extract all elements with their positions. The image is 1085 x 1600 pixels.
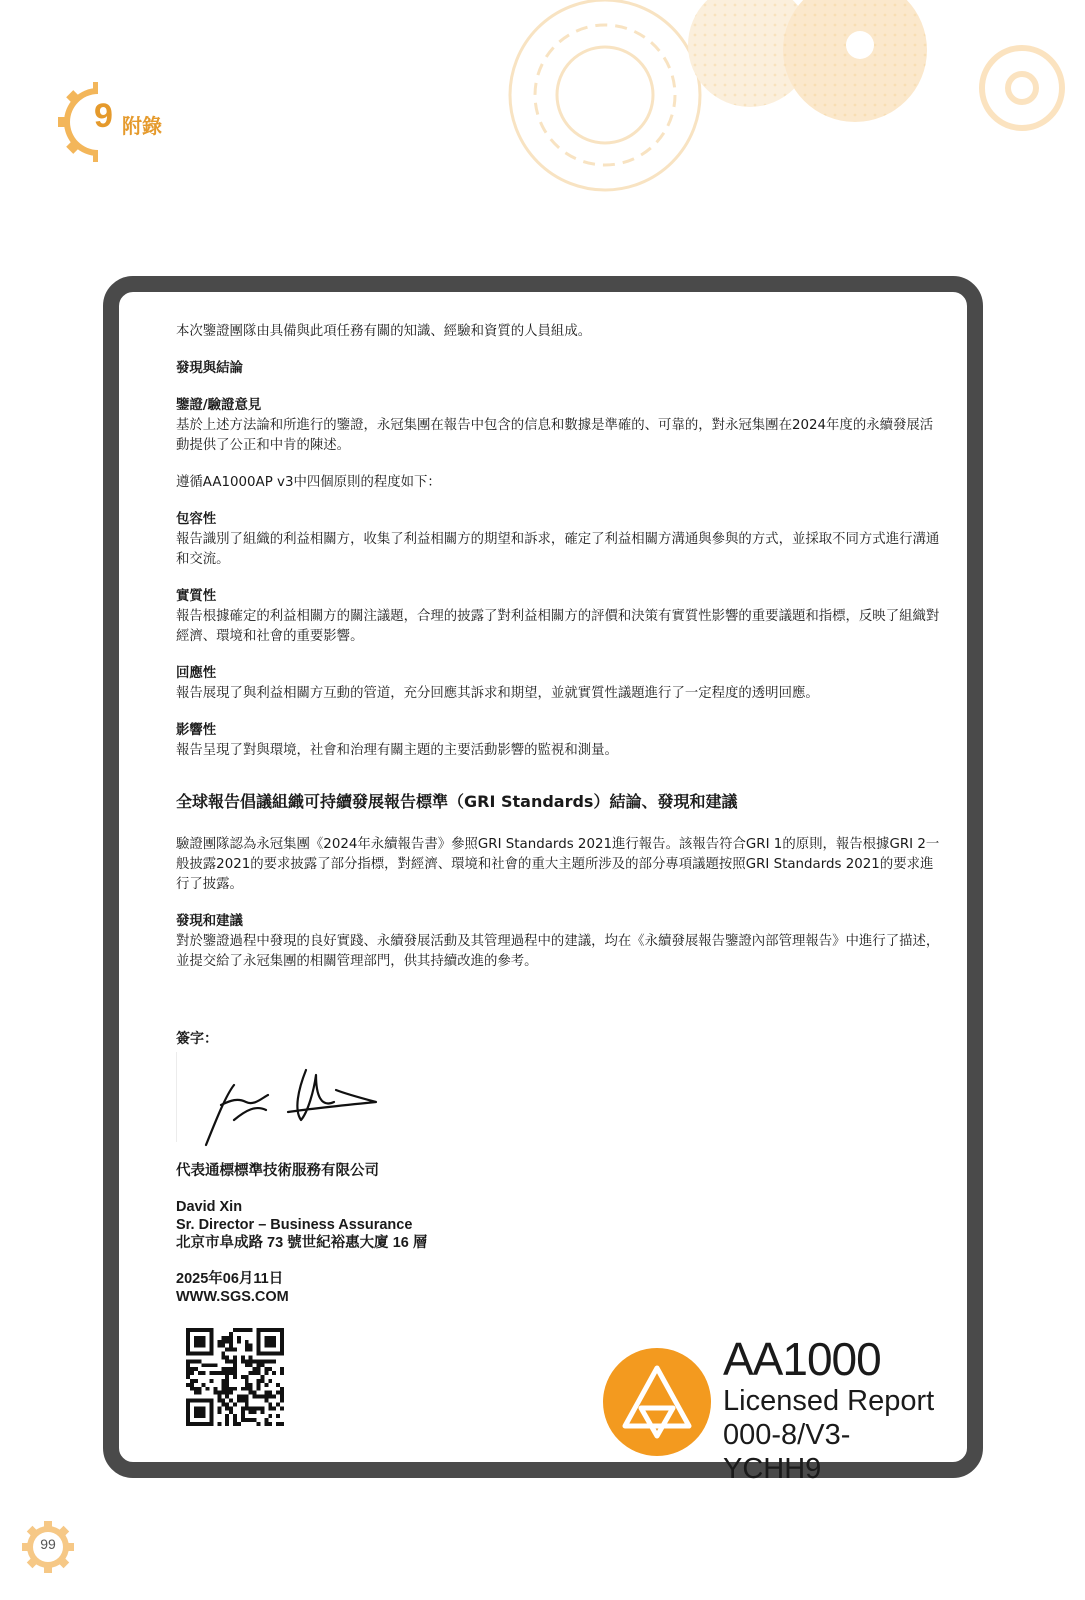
signature-date: 2025年06月11日 [176,1271,284,1287]
signer-name: David Xin [176,1199,243,1215]
section-header [58,82,298,162]
materiality-heading: 實質性 [176,589,217,604]
section-number: 9 [94,97,113,135]
handwritten-signature [176,1050,408,1150]
inclusivity-text: 報告識別了組織的利益相關方，收集了利益相關方的期望和訴求，確定了利益相關方溝通與參與的方式，並採取不同方式進行溝通和交流。 [176,532,940,567]
responsiveness-heading: 回應性 [176,666,217,681]
signer-address: 北京市阜成路 73 號世紀裕惠大廈 16 層 [176,1235,428,1251]
aa1000-intro: 遵循AA1000AP v3中四個原則的程度如下： [176,475,441,490]
findings-heading: 發現與結論 [176,361,243,376]
team-composition-text: 本次鑒證團隊由具備與此項任務有關的知識、經驗和資質的人員組成。 [176,324,592,339]
recommendations-heading: 發現和建議 [176,914,243,929]
signer-role: Sr. Director – Business Assurance [176,1217,413,1233]
opinion-heading: 鑒證/驗證意見 [176,398,262,413]
page-number-badge [22,1521,74,1573]
aa1000-title: AA1000 [723,1333,881,1385]
statement-body [176,322,942,972]
opinion-text: 基於上述方法論和所進行的鑒證，永冠集團在報告中包含的信息和數據是準確的、可靠的，對永冠集團在2024年度的永續發展活動提供了公正和中肯的陳述。 [176,418,934,453]
signature-section [176,1028,946,1485]
signature-label: 簽字： [176,1031,218,1047]
inclusivity-heading: 包容性 [176,512,217,527]
license-code: 000-8/V3-YCHH9 [723,1419,851,1485]
licensed-report-label: Licensed Report [723,1385,935,1417]
materiality-text: 報告根據確定的利益相關方的關注議題，合理的披露了對利益相關方的評價和決策有實質性影響的重要議題和指標，反映了組織對經濟、環境和社會的重要影響。 [176,609,940,644]
signer-details [176,1162,576,1306]
sgs-website: WWW.SGS.COM [176,1289,289,1305]
page-number: 99 [40,1536,56,1552]
assurance-statement-panel [103,276,983,1485]
gri-heading: 全球報告倡議組織可持續發展報告標準（GRI Standards）結論、發現和建議 [176,792,738,811]
aa1000-logo-icon [603,1348,711,1456]
signer-company: 代表通標標準技術服務有限公司 [176,1163,379,1179]
gri-text: 驗證團隊認為永冠集團《2024年永續報告書》參照GRI Standards 2021進行報告。該報告符合GRI 1的原則，報告根據GRI 2一般披露2021的要求披露了部分指標，對經濟、環境和社會的重大主題所涉及的部分專項議題按照GRI Standards 2021的要求進行了披露。 [176,837,940,892]
qr-code [186,1328,284,1426]
recommendations-text: 對於鑒證過程中發現的良好實踐、永續發展活動及其管理過程中的建議，均在《永續發展報告鑒證內部管理報告》中進行了描述，並提交給了永冠集團的相關管理部門，供其持續改進的參考。 [176,934,940,969]
impact-heading: 影響性 [176,723,217,738]
aa1000-license-text [723,1334,946,1486]
impact-text: 報告呈現了對與環境，社會和治理有關主題的主要活動影響的監視和測量。 [176,743,618,758]
section-title: 附錄 [122,114,162,138]
responsiveness-text: 報告展現了與利益相關方互動的管道，充分回應其訴求和期望，並就實質性議題進行了一定程度的透明回應。 [176,686,819,701]
